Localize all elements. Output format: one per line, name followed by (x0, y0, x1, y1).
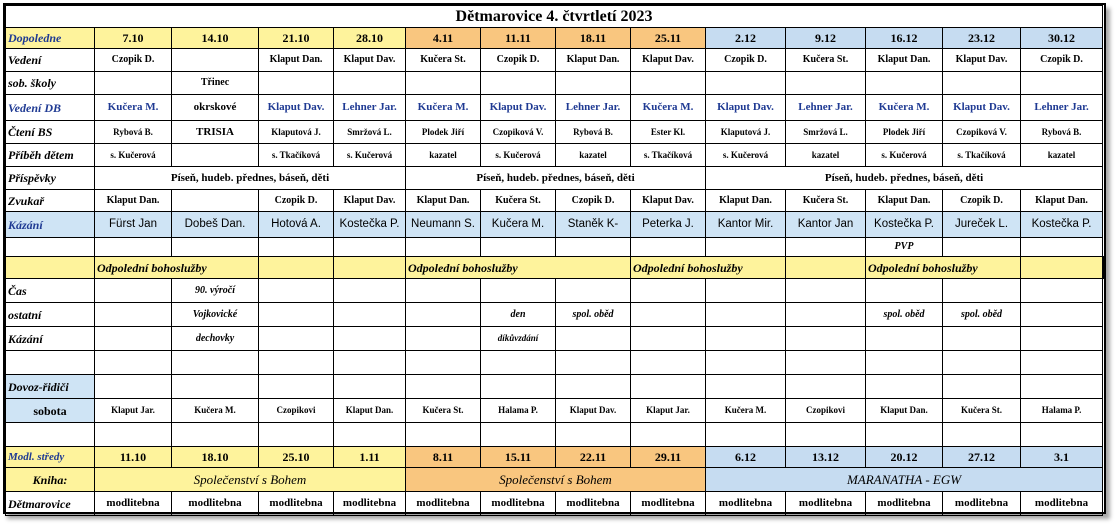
table-cell (95, 423, 172, 447)
table-cell: Lehner Jar. (556, 95, 631, 121)
table-cell: Dobeš Dan. (172, 212, 259, 238)
table-cell (706, 303, 786, 327)
table-cell: modlitebna (406, 492, 481, 516)
table-cell (1021, 72, 1103, 95)
row-label: Vedení (6, 49, 95, 72)
dopoledne-row (6, 28, 1104, 49)
table-cell (172, 144, 259, 167)
pvp-row (6, 238, 1104, 257)
table-cell: s. Tkačíková (943, 144, 1021, 167)
table-cell (406, 375, 481, 399)
table-cell: modlitebna (631, 492, 706, 516)
date-cell: 11.10 (95, 447, 172, 468)
kazani-row (6, 212, 1104, 238)
table-cell (406, 423, 481, 447)
date-cell: 11.11 (481, 28, 556, 49)
table-cell (1021, 303, 1103, 327)
table-cell: Fürst Jan (95, 212, 172, 238)
table-cell (259, 257, 334, 279)
table-cell (172, 351, 259, 375)
table-cell (406, 238, 481, 257)
table-cell (631, 375, 706, 399)
table-cell (786, 423, 866, 447)
table-cell: Kantor Jan (786, 212, 866, 238)
zvukar-row (6, 190, 1104, 212)
table-cell: Klaput Jar. (631, 399, 706, 423)
schedule-table (5, 5, 1104, 516)
table-cell (406, 303, 481, 327)
date-cell: 13.12 (786, 447, 866, 468)
table-cell: TRISIA (172, 121, 259, 144)
table-cell: Kučera St. (786, 49, 866, 72)
table-cell: Kostečka P. (1021, 212, 1103, 238)
table-cell (481, 375, 556, 399)
table-cell (556, 351, 631, 375)
table-cell: spol. oběd (943, 303, 1021, 327)
date-cell: 21.10 (259, 28, 334, 49)
row-label: Dovoz-řidiči (6, 375, 95, 399)
table-cell: Czopik D. (1021, 49, 1103, 72)
table-cell: modlitebna (172, 492, 259, 516)
kniha-november: Společenství s Bohem (406, 468, 706, 492)
table-cell: Halama P. (1021, 399, 1103, 423)
table-cell: Rybová B. (556, 121, 631, 144)
table-cell: Lehner Jar. (1021, 95, 1103, 121)
date-cell: 14.10 (172, 28, 259, 49)
table-cell (6, 257, 95, 279)
table-cell (334, 279, 406, 303)
row-label: Zvukař (6, 190, 95, 212)
table-cell (95, 375, 172, 399)
table-cell: kazatel (786, 144, 866, 167)
table-cell: kazatel (406, 144, 481, 167)
table-cell: Klaput Dan. (866, 190, 943, 212)
table-cell (786, 375, 866, 399)
table-cell: Kučera St. (786, 190, 866, 212)
table-cell (481, 72, 556, 95)
date-cell: 16.12 (866, 28, 943, 49)
date-cell: 25.10 (259, 447, 334, 468)
table-cell: Klaput Dav. (943, 49, 1021, 72)
table-cell: Czopik D. (481, 49, 556, 72)
table-cell (1021, 351, 1103, 375)
table-cell: Czopiková V. (481, 121, 556, 144)
table-cell (95, 327, 172, 351)
row-label: Dětmarovice (6, 492, 95, 516)
table-cell: Klaput Dan. (866, 399, 943, 423)
table-cell (406, 327, 481, 351)
table-cell: Kučera M. (866, 95, 943, 121)
row-label: Kázání (6, 212, 95, 238)
table-cell (631, 238, 706, 257)
table-cell (706, 327, 786, 351)
date-cell: 20.12 (866, 447, 943, 468)
row-label: Čas (6, 279, 95, 303)
table-cell (866, 375, 943, 399)
schedule-sheet (3, 3, 1106, 514)
table-cell (943, 72, 1021, 95)
table-cell (6, 423, 95, 447)
table-cell (943, 327, 1021, 351)
table-cell: Klaput Dav. (481, 95, 556, 121)
table-cell (1021, 238, 1103, 257)
kniha-december: MARANATHA - EGW (706, 468, 1103, 492)
table-cell: Czopikovi (259, 399, 334, 423)
table-cell (1021, 257, 1103, 279)
cas-row (6, 279, 1104, 303)
date-cell: 23.12 (943, 28, 1021, 49)
table-cell: Kantor Mir. (706, 212, 786, 238)
prispevky-december: Píseň, hudeb. přednes, báseň, děti (706, 167, 1103, 190)
table-cell: Třinec (172, 72, 259, 95)
table-cell: s. Kučerová (95, 144, 172, 167)
table-cell (706, 423, 786, 447)
table-cell (706, 375, 786, 399)
table-cell (1021, 423, 1103, 447)
table-cell: modlitebna (706, 492, 786, 516)
table-cell (334, 327, 406, 351)
table-cell (95, 279, 172, 303)
table-cell: modlitebna (943, 492, 1021, 516)
date-cell: 7.10 (95, 28, 172, 49)
table-cell: Rybová B. (1021, 121, 1103, 144)
table-cell: Kučera M. (481, 212, 556, 238)
table-cell (786, 257, 866, 279)
row-label: Vedení DB (6, 95, 95, 121)
table-cell: Klaput Dav. (706, 95, 786, 121)
table-cell: Staněk K- (556, 212, 631, 238)
cteni-bs-row (6, 121, 1104, 144)
table-cell (481, 279, 556, 303)
row-label: sobota (6, 399, 95, 423)
date-cell: 6.12 (706, 447, 786, 468)
vedeni-db-row (6, 95, 1104, 121)
empty-row (6, 351, 1104, 375)
detmarovice-row (6, 492, 1104, 516)
table-cell (943, 238, 1021, 257)
prispevky-october: Píseň, hudeb. přednes, báseň, děti (95, 167, 406, 190)
vedeni-row (6, 49, 1104, 72)
table-cell (172, 238, 259, 257)
table-cell (406, 72, 481, 95)
table-cell: Rybová B. (95, 121, 172, 144)
table-cell (406, 351, 481, 375)
table-cell (943, 279, 1021, 303)
date-cell: 22.11 (556, 447, 631, 468)
row-label: Čtení BS (6, 121, 95, 144)
table-cell (259, 279, 334, 303)
row-label: Kázání (6, 327, 95, 351)
table-cell: Kostečka P. (866, 212, 943, 238)
table-cell: modlitebna (259, 492, 334, 516)
table-cell: Czopikovi (786, 399, 866, 423)
table-cell (334, 423, 406, 447)
table-cell (943, 351, 1021, 375)
table-cell (259, 375, 334, 399)
table-cell (95, 351, 172, 375)
kazani-afternoon-row (6, 327, 1104, 351)
table-cell: Klaput Dan. (406, 190, 481, 212)
table-cell: Kučera M. (706, 399, 786, 423)
table-cell: dechovky (172, 327, 259, 351)
date-cell: 25.11 (631, 28, 706, 49)
table-cell (259, 423, 334, 447)
table-cell: kazatel (556, 144, 631, 167)
table-cell: Smržová L. (786, 121, 866, 144)
table-cell (556, 238, 631, 257)
table-cell: Klaput Dan. (556, 49, 631, 72)
odpoledni-label-november: Odpolední bohoslužby (406, 257, 631, 279)
table-cell (334, 257, 406, 279)
table-cell (172, 375, 259, 399)
table-cell: díkůvzdání (481, 327, 556, 351)
date-cell: 30.12 (1021, 28, 1103, 49)
date-cell: 18.11 (556, 28, 631, 49)
table-cell (6, 351, 95, 375)
date-cell: 8.11 (406, 447, 481, 468)
table-cell (406, 279, 481, 303)
table-cell: Lehner Jar. (334, 95, 406, 121)
table-cell: Peterka J. (631, 212, 706, 238)
row-label: Příběh dětem (6, 144, 95, 167)
date-cell: 27.12 (943, 447, 1021, 468)
row-label: Kniha: (6, 468, 95, 492)
table-cell (866, 351, 943, 375)
page-title: Dětmarovice 4. čtvrtletí 2023 (6, 6, 1103, 28)
table-cell: Kučera St. (406, 399, 481, 423)
table-cell: Klaput Dan. (259, 49, 334, 72)
table-cell: Czopik D. (556, 190, 631, 212)
table-cell (866, 72, 943, 95)
table-cell: modlitebna (786, 492, 866, 516)
table-cell: Klaput Jar. (95, 399, 172, 423)
table-cell (259, 303, 334, 327)
odpoledni-label-december: Odpolední bohoslužby (866, 257, 1021, 279)
table-cell (172, 49, 259, 72)
table-cell (259, 72, 334, 95)
table-cell: modlitebna (334, 492, 406, 516)
table-cell: Halama P. (481, 399, 556, 423)
table-cell (1021, 279, 1103, 303)
table-cell (481, 238, 556, 257)
table-cell: modlitebna (1021, 492, 1103, 516)
table-cell: Hotová A. (259, 212, 334, 238)
table-cell (706, 351, 786, 375)
odpoledni-label-october: Odpolední bohoslužby (95, 257, 259, 279)
table-cell: Klaputová J. (259, 121, 334, 144)
table-cell (631, 72, 706, 95)
table-cell: spol. oběd (556, 303, 631, 327)
table-cell (556, 279, 631, 303)
pvp-note: PVP (866, 238, 943, 257)
table-cell: Kučera St. (481, 190, 556, 212)
date-cell: 1.11 (334, 447, 406, 468)
table-cell (259, 238, 334, 257)
table-cell (866, 423, 943, 447)
table-cell (556, 423, 631, 447)
table-cell: Kučera M. (406, 95, 481, 121)
table-cell (1021, 327, 1103, 351)
date-cell: 18.10 (172, 447, 259, 468)
table-cell (631, 351, 706, 375)
table-cell: Vojkovické (172, 303, 259, 327)
odpoledni-row (6, 257, 1104, 279)
table-cell: Kučera St. (943, 399, 1021, 423)
table-cell: Klaput Dav. (631, 190, 706, 212)
table-cell (943, 423, 1021, 447)
date-cell: 29.11 (631, 447, 706, 468)
sob-skoly-row (6, 72, 1104, 95)
table-cell (786, 72, 866, 95)
table-cell (786, 351, 866, 375)
table-cell (334, 351, 406, 375)
table-cell: modlitebna (95, 492, 172, 516)
table-cell: Kučera M. (95, 95, 172, 121)
table-cell (706, 238, 786, 257)
table-cell: kazatel (1021, 144, 1103, 167)
table-cell (631, 327, 706, 351)
table-cell: modlitebna (866, 492, 943, 516)
kniha-row (6, 468, 1104, 492)
table-cell (95, 303, 172, 327)
table-cell (259, 351, 334, 375)
table-cell (786, 238, 866, 257)
table-cell (334, 303, 406, 327)
empty-row-2 (6, 423, 1104, 447)
table-cell: Klaput Dan. (334, 399, 406, 423)
date-cell: 15.11 (481, 447, 556, 468)
table-cell: Kučera M. (631, 95, 706, 121)
table-cell: modlitebna (481, 492, 556, 516)
table-cell: Czopik D. (259, 190, 334, 212)
table-cell (786, 303, 866, 327)
table-cell: Klaput Dan. (95, 190, 172, 212)
table-cell (786, 327, 866, 351)
table-cell: Ester Kl. (631, 121, 706, 144)
table-cell: s. Kučerová (481, 144, 556, 167)
table-cell (866, 279, 943, 303)
table-cell: Neumann S. (406, 212, 481, 238)
ostatni-row (6, 303, 1104, 327)
table-cell (481, 423, 556, 447)
table-cell (95, 72, 172, 95)
table-cell: Plodek Jiří (866, 121, 943, 144)
row-label: sob. školy (6, 72, 95, 95)
table-cell: Kučera St. (406, 49, 481, 72)
date-cell: 28.10 (334, 28, 406, 49)
date-cell: 4.11 (406, 28, 481, 49)
modl-stredy-row (6, 447, 1104, 468)
table-cell (334, 72, 406, 95)
table-cell (556, 375, 631, 399)
table-cell (556, 72, 631, 95)
table-cell: Plodek Jiří (406, 121, 481, 144)
row-label: Příspěvky (6, 167, 95, 190)
table-cell: 90. výročí (172, 279, 259, 303)
table-cell: Kučera M. (172, 399, 259, 423)
table-cell: s. Kučerová (706, 144, 786, 167)
date-cell: 9.12 (786, 28, 866, 49)
table-cell (556, 327, 631, 351)
kniha-october: Společenství s Bohem (95, 468, 406, 492)
table-cell: Klaput Dav. (334, 190, 406, 212)
table-cell: Czopik D. (943, 190, 1021, 212)
prispevky-row (6, 167, 1104, 190)
table-cell (172, 190, 259, 212)
table-cell (1103, 257, 1104, 279)
table-cell: Klaput Dav. (334, 49, 406, 72)
table-cell: Klaput Dav. (259, 95, 334, 121)
date-cell: 3.1 (1021, 447, 1103, 468)
dovoz-row (6, 375, 1104, 399)
table-cell: Kostečka P. (334, 212, 406, 238)
table-cell: modlitebna (556, 492, 631, 516)
table-cell: Czopik D. (706, 49, 786, 72)
row-label: ostatní (6, 303, 95, 327)
table-cell (866, 327, 943, 351)
sobota-row (6, 399, 1104, 423)
row-label: Modl. středy (6, 447, 95, 468)
table-cell (631, 279, 706, 303)
table-cell: Klaput Dav. (556, 399, 631, 423)
table-cell (95, 238, 172, 257)
table-cell (706, 72, 786, 95)
table-cell: Klaput Dav. (631, 49, 706, 72)
table-cell: Klaput Dan. (866, 49, 943, 72)
table-cell: Klaput Dan. (1021, 190, 1103, 212)
table-cell (631, 423, 706, 447)
prispevky-november: Píseň, hudeb. přednes, báseň, děti (406, 167, 706, 190)
table-cell (334, 238, 406, 257)
table-cell (706, 279, 786, 303)
table-cell: s. Tkačíková (631, 144, 706, 167)
table-cell: den (481, 303, 556, 327)
table-cell (481, 351, 556, 375)
table-cell: Klaput Dan. (706, 190, 786, 212)
table-cell: Lehner Jar. (786, 95, 866, 121)
table-cell: spol. oběd (866, 303, 943, 327)
table-cell: Czopik D. (95, 49, 172, 72)
table-cell: Klaput Dav. (943, 95, 1021, 121)
table-cell: s. Kučerová (866, 144, 943, 167)
pribeh-detem-row (6, 144, 1104, 167)
table-cell (172, 423, 259, 447)
date-cell: 2.12 (706, 28, 786, 49)
row-label: Dopoledne (6, 28, 95, 49)
table-cell: Klaputová J. (706, 121, 786, 144)
table-cell: s. Tkačíková (259, 144, 334, 167)
table-cell (786, 279, 866, 303)
table-cell (631, 303, 706, 327)
table-cell: Jureček L. (943, 212, 1021, 238)
table-cell: okrskové (172, 95, 259, 121)
table-cell (1021, 375, 1103, 399)
table-cell: Smržová L. (334, 121, 406, 144)
table-cell (334, 375, 406, 399)
table-cell: Czopiková V. (943, 121, 1021, 144)
table-cell (943, 375, 1021, 399)
table-cell (259, 327, 334, 351)
odpoledni-label-november-2: Odpolední bohoslužby (631, 257, 786, 279)
table-cell: s. Kučerová (334, 144, 406, 167)
table-cell (6, 238, 95, 257)
